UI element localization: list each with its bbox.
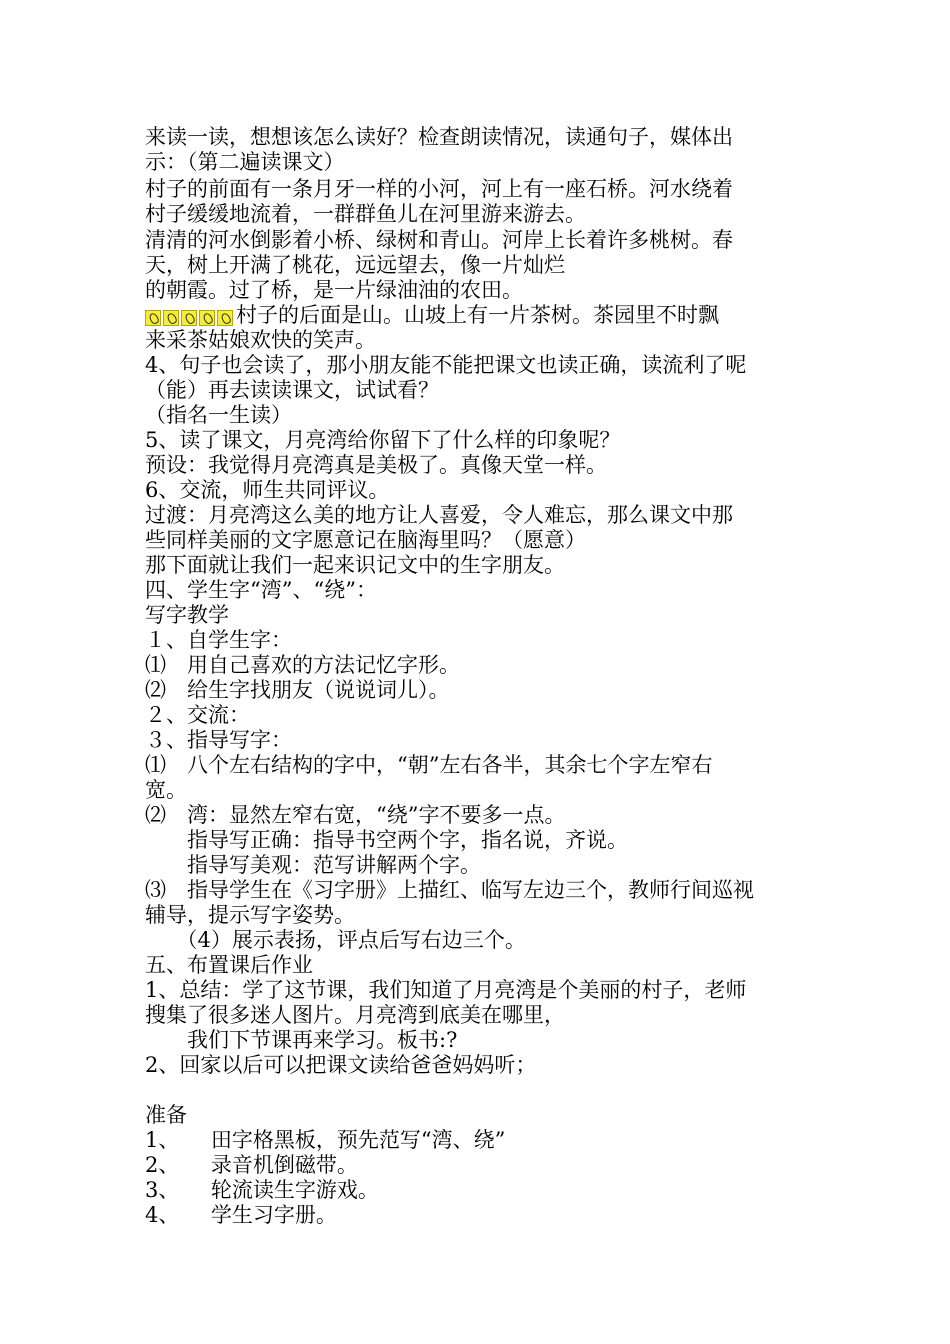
pencil-icon xyxy=(217,310,233,326)
text-line-content: 村子的后面是山。山坡上有一片茶树。茶园里不时飘 xyxy=(236,303,719,327)
text-line: 4、句子也会读了，那小朋友能不能把课文也读正确，读流利了呢 xyxy=(145,353,747,377)
text-line: 村子缓缓地流着，一群群鱼儿在河里游来游去。 xyxy=(145,202,586,226)
list-item: 2、 录音机倒磁带。 xyxy=(145,1153,358,1177)
text-line: 过渡：月亮湾这么美的地方让人喜爱，令人难忘，那么课文中那 xyxy=(145,503,733,527)
list-item: 3、 轮流读生字游戏。 xyxy=(145,1178,379,1202)
text-line: 村子的前面有一条月牙一样的小河，河上有一座石桥。河水绕着 xyxy=(145,177,733,201)
text-line: 预设：我觉得月亮湾真是美极了。真像天堂一样。 xyxy=(145,453,607,477)
list-item: ⑴ 用自己喜欢的方法记忆字形。 xyxy=(145,653,460,677)
text-line: 指导写美观：范写讲解两个字。 xyxy=(145,853,481,877)
text-line: 天，树上开满了桃花，远远望去，像一片灿烂 xyxy=(145,253,565,277)
pencil-icon xyxy=(145,310,161,326)
inline-image-icons xyxy=(145,305,235,329)
text-line: 写字教学 xyxy=(145,603,229,627)
text-line: 宽。 xyxy=(145,778,187,802)
pencil-icon xyxy=(199,310,215,326)
pencil-icon xyxy=(181,310,197,326)
text-line: 些同样美丽的文字愿意记在脑海里吗？（愿意） xyxy=(145,528,586,552)
text-line: 来采茶姑娘欢快的笑声。 xyxy=(145,328,376,352)
text-line: 来读一读，想想该怎么读好？检查朗读情况，读通句子，媒体出 xyxy=(145,125,733,149)
section-heading: 五、布置课后作业 xyxy=(145,953,313,977)
list-item: ⑶ 指导学生在《习字册》上描红、临写左边三个，教师行间巡视 xyxy=(145,878,754,902)
text-line: 示：（第二遍读课文） xyxy=(145,150,345,174)
text-line: 指导写正确：指导书空两个字，指名说，齐说。 xyxy=(145,828,628,852)
text-line xyxy=(145,303,719,327)
section-heading: 四、学生字“湾”、“绕”： xyxy=(145,578,377,602)
text-line: ２、交流： xyxy=(145,703,250,727)
list-item: 4、 学生习字册。 xyxy=(145,1203,337,1227)
text-line: １、自学生字： xyxy=(145,628,292,652)
text-line: ３、指导写字： xyxy=(145,728,292,752)
pencil-icon xyxy=(163,310,179,326)
text-line: 2、回家以后可以把课文读给爸爸妈妈听； xyxy=(145,1053,537,1077)
section-heading: 准备 xyxy=(145,1103,187,1127)
text-line: 的朝霞。过了桥，是一片绿油油的农田。 xyxy=(145,278,523,302)
text-line: 辅导，提示写字姿势。 xyxy=(145,903,355,927)
text-line: （能）再去读读课文，试试看？ xyxy=(145,378,439,402)
list-item: 1、 田字格黑板，预先范写“湾、绕” xyxy=(145,1128,506,1152)
list-item: ⑵ 给生字找朋友（说说词儿）。 xyxy=(145,678,450,702)
text-line: 5、读了课文，月亮湾给你留下了什么样的印象呢？ xyxy=(145,428,621,452)
text-line: （4）展示表扬，评点后写右边三个。 xyxy=(145,928,526,952)
text-line: 搜集了很多迷人图片。月亮湾到底美在哪里， xyxy=(145,1003,565,1027)
list-item: ⑵ 湾：显然左窄右宽，“绕”字不要多一点。 xyxy=(145,803,566,827)
list-item: ⑴ 八个左右结构的字中，“朝”左右各半，其余七个字左窄右 xyxy=(145,753,713,777)
text-line: 6、交流，师生共同评议。 xyxy=(145,478,390,502)
text-line: 我们下节课再来学习。板书:? xyxy=(145,1028,458,1052)
text-line: 那下面就让我们一起来识记文中的生字朋友。 xyxy=(145,553,565,577)
text-line: （指名一生读） xyxy=(145,403,292,427)
text-line: 清清的河水倒影着小桥、绿树和青山。河岸上长着许多桃树。春 xyxy=(145,228,733,252)
text-line: 1、总结：学了这节课，我们知道了月亮湾是个美丽的村子，老师 xyxy=(145,978,747,1002)
